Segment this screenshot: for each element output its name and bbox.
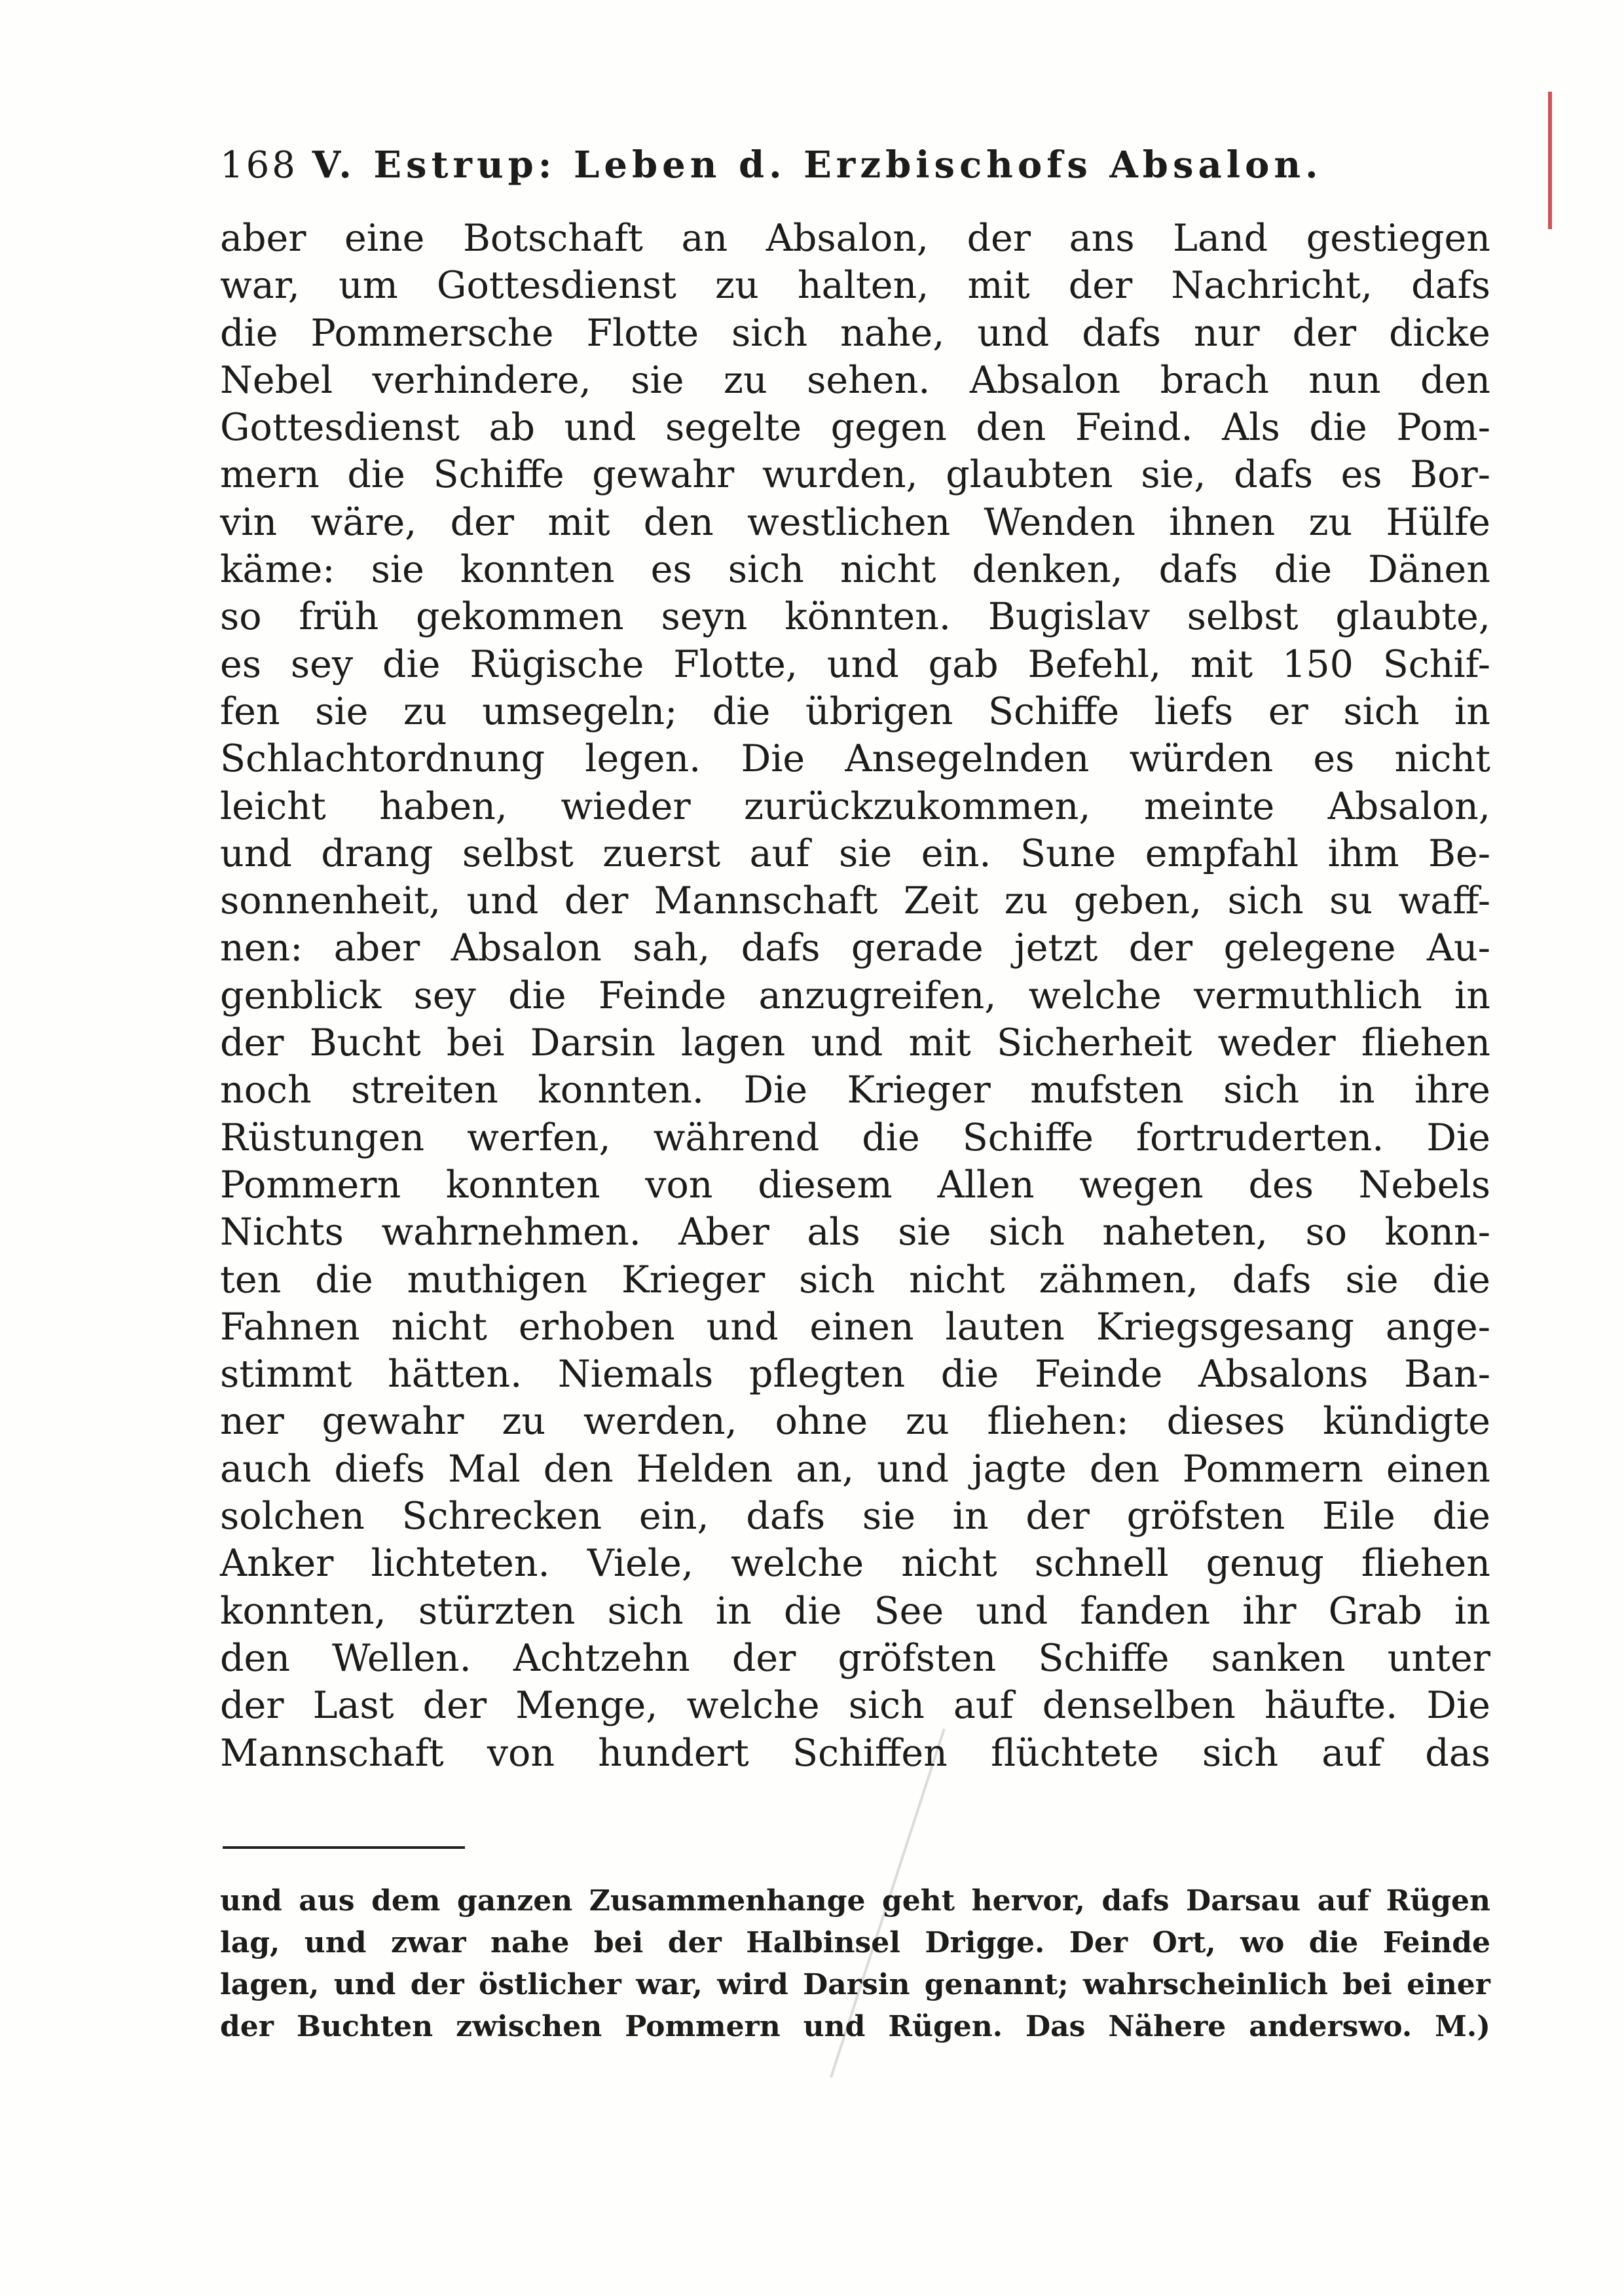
text-line: ner gewahr zu werden, ohne zu fliehen: dieses kündigte: [220, 1400, 1490, 1444]
text-line: Nichts wahrnehmen. Aber als sie sich naheten, so konn-: [220, 1211, 1490, 1254]
footnote-separator-rule: [223, 1846, 465, 1849]
footnote-line: der Buchten zwischen Pommern und Rügen. Das Nähere anderswo. M.): [220, 2010, 1490, 2043]
text-line: Schlachtordnung legen. Die Ansegelnden würden es nicht: [220, 737, 1490, 781]
text-line: Gottesdienst ab und segelte gegen den Feind. Als die Pom-: [220, 406, 1490, 450]
text-line: konnten, stürzten sich in die See und fanden ihr Grab in: [220, 1589, 1490, 1633]
page-number: 168: [220, 144, 298, 187]
text-line: der Bucht bei Darsin lagen und mit Sicherheit weder fliehen: [220, 1021, 1490, 1065]
footnote-block: [220, 1880, 1490, 2048]
text-line: mern die Schiffe gewahr wurden, glaubten sie, dafs es Bor-: [220, 453, 1490, 497]
footnote-line: lag, und zwar nahe bei der Halbinsel Drigge. Der Ort, wo die Feinde: [220, 1926, 1490, 1959]
page-edge-mark: [1548, 92, 1552, 229]
text-line: so früh gekommen seyn könnten. Bugislav selbst glaubte,: [220, 595, 1490, 639]
text-line: genblick sey die Feinde anzugreifen, welche vermuthlich in: [220, 974, 1490, 1017]
text-line: war, um Gottesdienst zu halten, mit der Nachricht, dafs: [220, 264, 1490, 308]
text-line: auch diefs Mal den Helden an, und jagte den Pommern einen: [220, 1447, 1490, 1491]
text-line: und drang selbst zuerst auf sie ein. Sune empfahl ihm Be-: [220, 831, 1490, 875]
footnote-line: lagen, und der östlicher war, wird Darsin genannt; wahrscheinlich bei einer: [220, 1968, 1490, 2001]
text-line: solchen Schrecken ein, dafs sie in der gröfsten Eile die: [220, 1495, 1490, 1539]
text-line: leicht haben, wieder zurückzukommen, meinte Absalon,: [220, 784, 1490, 828]
text-line: aber eine Botschaft an Absalon, der ans Land gestiegen: [220, 217, 1490, 260]
main-text-block: [220, 215, 1490, 1777]
text-line: Anker lichteten. Viele, welche nicht schnell genug fliehen: [220, 1542, 1490, 1586]
text-line: noch streiten konnten. Die Krieger mufsten sich in ihre: [220, 1068, 1490, 1112]
text-line: der Last der Menge, welche sich auf denselben häufte. Die: [220, 1684, 1490, 1728]
text-line: vin wäre, der mit den westlichen Wenden ihnen zu Hülfe: [220, 500, 1490, 544]
text-line: käme: sie konnten es sich nicht denken, dafs die Dänen: [220, 548, 1490, 592]
text-line: Nebel verhindere, sie zu sehen. Absalon brach nun den: [220, 358, 1490, 402]
text-line: sonnenheit, und der Mannschaft Zeit zu geben, sich su waff-: [220, 879, 1490, 923]
text-line: Fahnen nicht erhoben und einen lauten Kriegsgesang ange-: [220, 1305, 1490, 1349]
footnote-line: und aus dem ganzen Zusammenhange geht hervor, dafs Darsau auf Rügen: [220, 1884, 1490, 1918]
text-line: ten die muthigen Krieger sich nicht zähmen, dafs sie die: [220, 1258, 1490, 1302]
text-line: fen sie zu umsegeln; die übrigen Schiffe liefs er sich in: [220, 689, 1490, 733]
text-line: Rüstungen werfen, während die Schiffe fortruderten. Die: [220, 1116, 1490, 1159]
text-line: Mannschaft von hundert Schiffen flüchtete sich auf das: [220, 1731, 1490, 1775]
text-line: es sey die Rügische Flotte, und gab Befehl, mit 150 Schif-: [220, 642, 1490, 686]
text-line: Pommern konnten von diesem Allen wegen des Nebels: [220, 1163, 1490, 1207]
running-header: [220, 139, 1412, 191]
running-title: V. Estrup: Leben d. Erzbischofs Absalon.: [312, 143, 1323, 187]
text-line: den Wellen. Achtzehn der gröfsten Schiffe sanken unter: [220, 1636, 1490, 1680]
text-line: stimmt hätten. Niemals pflegten die Feinde Absalons Ban-: [220, 1353, 1490, 1396]
text-line: die Pommersche Flotte sich nahe, und dafs nur der dicke: [220, 311, 1490, 355]
text-line: nen: aber Absalon sah, dafs gerade jetzt der gelegene Au-: [220, 926, 1490, 970]
